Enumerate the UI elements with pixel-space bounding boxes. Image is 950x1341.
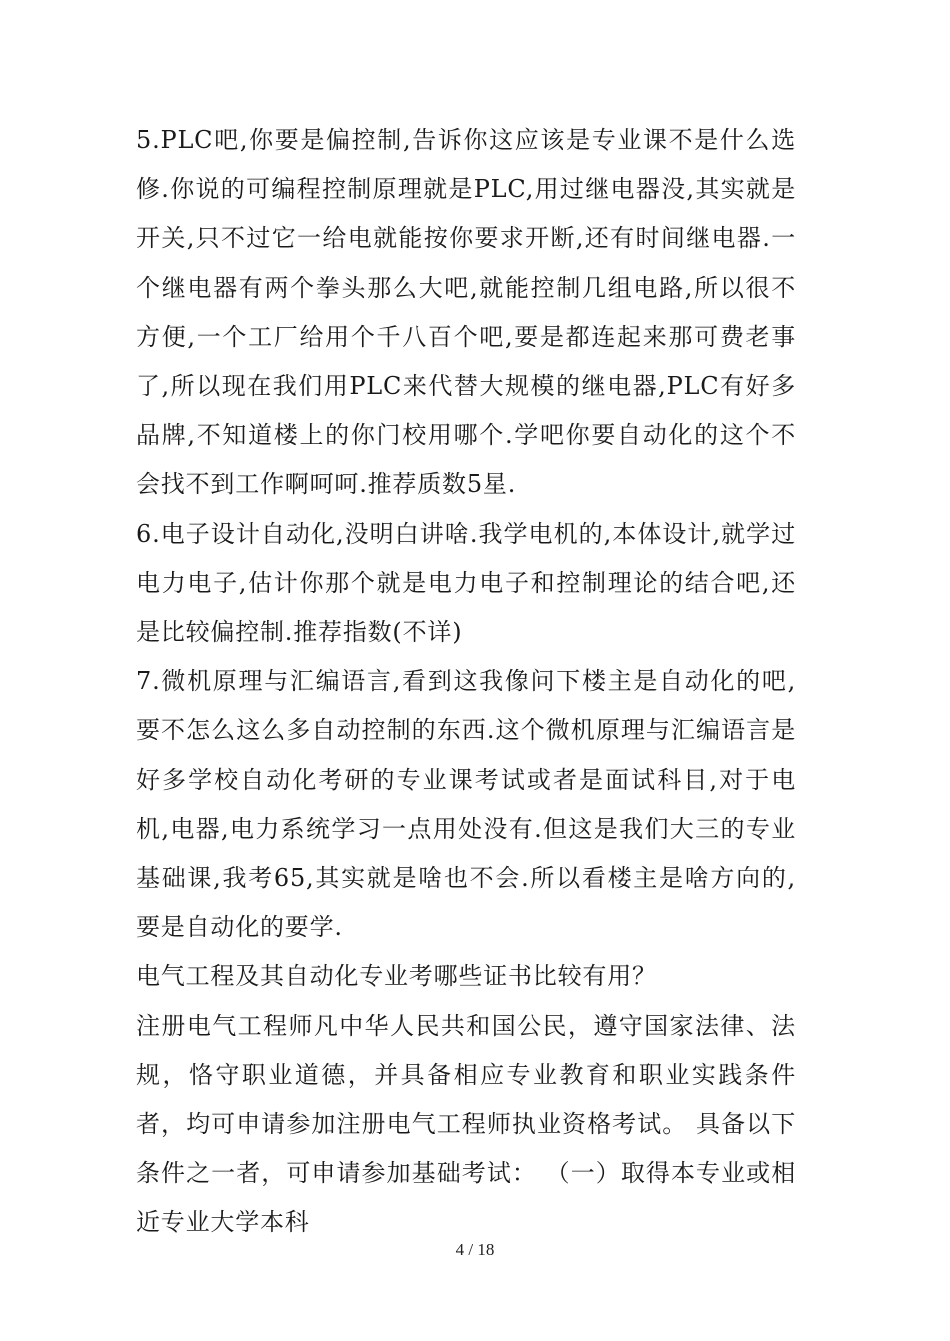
paragraph-item-7-microcomputer: 7.微机原理与汇编语言,看到这我像问下楼主是自动化的吧,要不怎么这么多自动控制的东西.这个微机原理与汇编语言是好多学校自动化考研的专业课考试或者是面试科目,对于电机,电器,电力系统学习一点用处没有.但这是我们大三的专业基础课,我考65,其实就是啥也不会.所以看楼主是啥方向的,要是自动化的要学. <box>136 667 796 942</box>
paragraph-item-5-plc: 5.PLC吧,你要是偏控制,告诉你这应该是专业课不是什么选修.你说的可编程控制原理就是PLC,用过继电器没,其实就是开关,只不过它一给电就能按你要求开断,还有时间继电器.一个继电器有两个拳头那么大吧,就能控制几组电路,所以很不方便,一个工厂给用个千八百个吧,要是都连起来那可费老事了,所以现在我们用PLC来代替大规模的继电器,PLC有好多品牌,不知道楼上的你门校用哪个.学吧你要自动化的这个不会找不到工作啊呵呵.推荐质数5星. <box>136 126 796 499</box>
paragraph-item-6-eda: 6.电子设计自动化,没明白讲啥.我学电机的,本体设计,就学过电力电子,估计你那个就是电力电子和控制理论的结合吧,还是比较偏控制.推荐指数(不详) <box>136 519 796 647</box>
section-question-heading: 电气工程及其自动化专业考哪些证书比较有用？ <box>136 962 657 991</box>
paragraph-registered-engineer: 注册电气工程师凡中华人民共和国公民，遵守国家法律、法规，恪守职业道德，并具备相应专业教育和职业实践条件者，均可申请参加注册电气工程师执业资格考试。 具备以下条件之一者，可申请参加基础考试： （一）取得本专业或相近专业大学本科 <box>136 1011 796 1237</box>
document-body <box>136 116 796 1248</box>
page-number: 4 / 18 <box>455 1240 495 1259</box>
